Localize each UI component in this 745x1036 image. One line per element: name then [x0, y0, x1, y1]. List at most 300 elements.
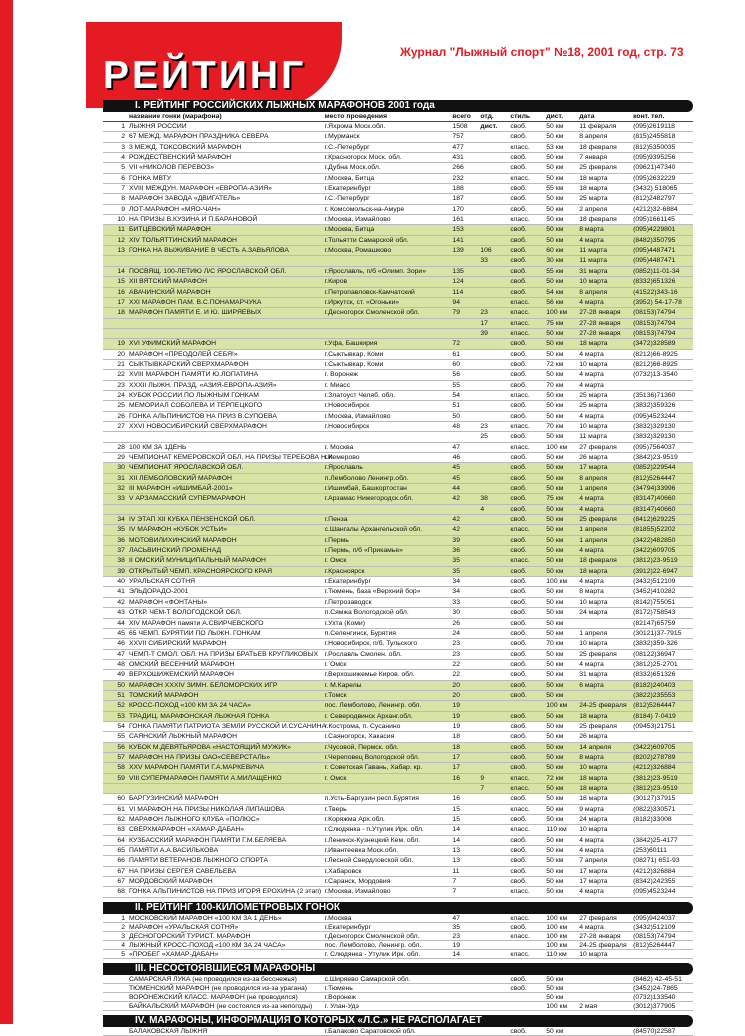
table-row	[103, 753, 693, 763]
cell-dist: 50 км	[546, 205, 564, 213]
cell-sub	[480, 484, 510, 493]
cell-sub: 9	[480, 774, 485, 782]
cell-total: 35	[452, 567, 460, 575]
cell-total: 170	[452, 205, 464, 213]
cell-name: БАЙКАЛЬСКИЙ МАРАФОН (не состоялся из-за непогоды)	[128, 1002, 313, 1010]
cell-sub: 106	[480, 247, 492, 255]
cell-num: 40	[117, 578, 125, 586]
cell-phone: (095)7564037	[633, 443, 676, 451]
cell-style: своб.	[510, 278, 527, 286]
cell-phone: (4212)326884	[633, 764, 676, 772]
cell-sub: 17	[480, 319, 488, 327]
cell-num: 63	[117, 826, 125, 834]
table-row	[103, 1027, 693, 1036]
cell-phone: (095)4229801	[633, 226, 676, 234]
cell-name: ЛЫЖНЯ РОССИИ	[128, 123, 187, 130]
cell-place: г.Кемерово	[324, 454, 360, 461]
cell-name: ГОНКА МВТУ	[128, 174, 172, 182]
cell-date: 18 марта	[579, 174, 608, 182]
cell-total: 20	[452, 691, 460, 699]
cell-num: 50	[117, 681, 125, 689]
cell-date: 18 марта	[579, 712, 608, 720]
cell-date: 10 марта	[579, 950, 608, 958]
cell-phone: (3422)609705	[633, 547, 676, 555]
cell-phone: (08122)36947	[633, 650, 676, 658]
cell-style: своб.	[510, 681, 527, 689]
cell-num: 52	[117, 702, 125, 710]
cell-total: 47	[452, 914, 460, 922]
cell-style: своб.	[510, 236, 527, 244]
cell-name: ЧЕМПИОНАТ ЯРОСЛАВСКОЙ ОБЛ.	[128, 464, 244, 472]
cell-dist: 75 км	[546, 319, 564, 327]
table-row	[103, 923, 693, 932]
section-2-title: II. РЕЙТИНГ 100-КИЛОМЕТРОВЫХ ГОНОК	[103, 902, 693, 914]
cell-style: своб.	[510, 257, 527, 265]
cell-phone: (3452)24-7865	[633, 984, 678, 992]
cell-name: КРОСС-ПОХОД «100 КМ ЗА 24 ЧАСА»	[128, 702, 251, 710]
table-row	[103, 432, 693, 442]
cell-phone: (3012)377905	[633, 1002, 676, 1010]
cell-name: VII «НИКОЛОВ ПЕРЕВОЗ»	[128, 164, 214, 172]
cell-dist: 50 км	[546, 867, 564, 875]
cell-place: г. Северодвинск Арханг.обл.	[324, 712, 413, 720]
cell-style: своб.	[510, 660, 527, 668]
cell-total: 48	[452, 422, 460, 430]
table-row	[103, 298, 693, 308]
table-row	[103, 494, 693, 504]
cell-place: г.Коряжма Арх.обл.	[324, 816, 385, 824]
cell-dist: 50 км	[546, 975, 564, 983]
cell-date: 4 марта	[579, 836, 604, 844]
table-row	[103, 360, 693, 370]
cell-total: 79	[452, 309, 460, 317]
cell-dist: 50 км	[546, 402, 564, 410]
cell-dist: 50 км	[546, 722, 564, 730]
cell-date: 8 апреля	[579, 288, 608, 296]
cell-sub	[480, 712, 510, 721]
cell-num: 2	[121, 923, 125, 931]
cell-name: ЛЫЖНЫЙ КРОСС-ПОХОД «100 КМ ЗА 24 ЧАСА»	[128, 941, 286, 949]
cell-date: 4 марта	[579, 888, 604, 896]
cell-dist: 50 км	[546, 371, 564, 379]
cell-place	[325, 505, 453, 514]
cell-style: класс.	[510, 805, 530, 813]
cell-place: с.Шангалы Архангельской обл.	[324, 526, 423, 534]
cell-total: 45	[452, 464, 460, 472]
cell-name: ТЮМЕНСКИЙ МАРАФОН (не проводился из-за урагана)	[128, 984, 307, 992]
cell-date: 27-28 января	[579, 932, 621, 940]
cell-date: 4 марта	[579, 578, 604, 586]
cell-style: своб.	[510, 984, 527, 992]
cell-num: 9	[121, 205, 125, 213]
cell-style: класс.	[510, 443, 530, 451]
cell-style: своб.	[510, 226, 527, 234]
cell-sub	[480, 463, 510, 472]
header-phone: конт. тел.	[633, 113, 665, 120]
cell-place: г. Комсомольск-на-Амуре	[324, 205, 405, 213]
section-4-title: IV. МАРАФОНЫ, ИНФОРМАЦИЯ О КОТОРЫХ «Л.С.» НЕ РАСПОЛАГАЕТ	[103, 1015, 693, 1027]
cell-phone: (8142)755051	[633, 598, 676, 606]
cell-sub	[480, 993, 510, 1001]
cell-num: 24	[117, 391, 125, 399]
cell-name: «ПРОБЕГ «ХАМАР-ДАБАН»	[128, 950, 219, 958]
cell-date: 31 марта	[579, 267, 608, 275]
cell-style: своб.	[510, 691, 527, 699]
cell-total: 15	[452, 805, 460, 813]
cell-style	[510, 941, 546, 949]
table-row	[103, 132, 693, 142]
cell-sub	[480, 143, 510, 152]
table-row	[103, 950, 693, 959]
cell-phone: (8212)66-8925	[633, 360, 678, 368]
cell-total	[452, 319, 480, 328]
cell-num: 44	[117, 619, 125, 627]
cell-num	[103, 1002, 129, 1010]
cell-phone	[633, 381, 693, 390]
cell-name: МОРДОВСКИЙ МАРАФОН	[128, 878, 213, 886]
table-row	[103, 122, 693, 132]
cell-place: г.Балаково Саратовской обл.	[324, 1027, 416, 1035]
cell-style: своб.	[510, 412, 527, 420]
cell-style: своб.	[510, 505, 527, 513]
table-row	[103, 774, 693, 784]
cell-num: 31	[117, 474, 125, 482]
cell-total: 72	[452, 340, 460, 348]
cell-dist: 50 км	[546, 588, 564, 596]
table-row	[103, 877, 693, 887]
cell-date: 4 марта	[579, 660, 604, 668]
cell-date: 18 февраля	[579, 143, 617, 151]
cell-phone: (8462) 42-45-51	[633, 975, 682, 983]
cell-style: своб.	[510, 123, 527, 130]
cell-total: 22	[452, 660, 460, 668]
cell-style: класс.	[510, 774, 530, 782]
cell-phone: (35136)71360	[633, 391, 676, 399]
cell-dist: 50 км	[546, 681, 564, 689]
cell-phone: (3472)328589	[633, 340, 676, 348]
cell-style: класс.	[510, 826, 530, 834]
cell-date: 6 марта	[579, 681, 604, 689]
cell-num: 6	[121, 174, 125, 182]
cell-total	[452, 993, 480, 1001]
cell-style: своб.	[510, 619, 527, 627]
cell-place: г.Тверь	[324, 805, 347, 813]
cell-name: МЕМОРИАЛ СОБОЛЕВА И ТЕРПЕЦКОГО	[128, 402, 263, 410]
table-row	[103, 825, 693, 835]
cell-total: 34	[452, 578, 460, 586]
table-row	[103, 914, 693, 923]
cell-place: г.Саранск, Мордовия	[324, 878, 391, 886]
cell-name: МАРАФОН «ФОНТАНЫ»	[128, 598, 208, 606]
cell-date	[579, 1027, 633, 1035]
cell-style: своб.	[510, 733, 527, 741]
table-row	[103, 856, 693, 866]
table-row	[103, 743, 693, 753]
cell-sub: 7	[480, 785, 485, 792]
cell-sub	[480, 556, 510, 565]
cell-name: БАЛАКОВСКАЯ ЛЫЖНЯ	[128, 1027, 208, 1035]
cell-style: своб.	[510, 267, 527, 275]
cell-place: г.Ярославль	[324, 464, 363, 472]
cell-style: класс.	[510, 143, 530, 151]
cell-date: 10 марта	[579, 278, 608, 286]
cell-dist: 100 км	[546, 443, 568, 451]
cell-style: класс.	[510, 174, 530, 182]
table-row	[103, 941, 693, 950]
cell-sub	[480, 836, 510, 845]
cell-dist: 50 км	[546, 216, 564, 224]
cell-num	[103, 319, 129, 328]
cell-phone: (8182)33008	[633, 816, 672, 824]
table-row	[103, 556, 693, 566]
section-3-table	[103, 975, 693, 1011]
cell-date: 27-28 января	[579, 319, 621, 327]
cell-name	[129, 505, 325, 514]
cell-dist: 50 км	[546, 195, 564, 203]
cell-num: 33	[117, 495, 125, 503]
cell-date: 8 марта	[579, 226, 604, 234]
cell-num: 34	[117, 516, 125, 524]
cell-name: ВОРОНЕЖСКИЙ КЛАСС. МАРАФОН (не проводился)	[128, 993, 298, 1001]
cell-num: 1	[121, 123, 125, 130]
table-row	[103, 577, 693, 587]
cell-dist: 50 км	[546, 505, 564, 513]
table-row	[103, 546, 693, 556]
cell-num: 51	[117, 691, 125, 699]
cell-place: г.Саяногорск, Хакасия	[324, 733, 395, 741]
cell-style	[510, 701, 546, 710]
cell-place: г.Чусовой, Пермск. обл.	[324, 743, 399, 751]
cell-name: ОТКР. ЧЕМ-Т ВОЛОГОДСКОЙ ОБЛ.	[128, 609, 242, 617]
cell-date: 1 апреля	[579, 485, 608, 493]
cell-dist: 50 км	[546, 609, 564, 617]
rating-logo: РЕЙТИНГ	[103, 54, 307, 97]
table-row	[103, 236, 693, 246]
cell-phone: (8182)240403	[633, 681, 676, 689]
header-date: дата	[579, 113, 595, 120]
cell-sub	[480, 701, 510, 710]
cell-place: пос. Лемболово, Ленингр. обл.	[324, 941, 422, 949]
cell-name: МАРАФОН XXXIV ЗИМН. БЕЛОМОРСКИХ ИГР	[128, 681, 278, 689]
cell-num: 30	[117, 464, 125, 472]
cell-phone: (3422)482850	[633, 536, 676, 544]
cell-total: 20	[452, 681, 460, 689]
cell-num	[103, 505, 129, 514]
table-row	[103, 370, 693, 380]
cell-total: 16	[452, 774, 460, 782]
section-2-table	[103, 914, 693, 959]
cell-total: 11	[452, 867, 460, 875]
cell-num	[103, 784, 129, 793]
table-row	[103, 836, 693, 846]
cell-dist: 50 км	[546, 464, 564, 472]
cell-dist: 50 км	[546, 629, 564, 637]
cell-name: ЧЕМП-Т СМОЛ. ОБЛ. НА ПРИЗЫ БРАТЬЕВ КРУГЛИКОВЫХ	[128, 650, 319, 658]
cell-num: 60	[117, 795, 125, 803]
cell-sub	[480, 163, 510, 172]
cell-place: г.Десногорск Смоленской обл.	[324, 309, 420, 317]
cell-sub	[480, 753, 510, 762]
cell-num: 42	[117, 598, 125, 606]
cell-sub	[480, 267, 510, 276]
cell-phone: (095)2632229	[633, 174, 676, 182]
cell-name: МАРАФОН НА ПРИЗЫ ОАО«СЕВЕРСТАЛЬ»	[128, 753, 270, 761]
cell-dist: 50 км	[546, 516, 564, 524]
cell-phone: (09453)21751	[633, 722, 676, 730]
cell-date: 17 марта	[579, 867, 608, 875]
cell-style: класс.	[510, 391, 530, 399]
cell-total: 477	[452, 143, 464, 151]
cell-total: 35	[452, 557, 460, 565]
cell-style: своб.	[510, 816, 527, 824]
cell-sub	[480, 194, 510, 203]
cell-phone: (3812)25-2701	[633, 660, 678, 668]
cell-phone: (09621)47340	[633, 164, 676, 172]
cell-total: 56	[452, 371, 460, 379]
cell-sub	[480, 122, 510, 131]
cell-sub	[480, 288, 510, 297]
cell-date: 4 марта	[579, 847, 604, 855]
table-row	[103, 701, 693, 711]
cell-num: 46	[117, 640, 125, 648]
cell-style: своб.	[510, 923, 527, 931]
cell-num: 15	[117, 278, 125, 286]
cell-style: класс.	[510, 785, 530, 792]
cell-dist: 50 км	[546, 526, 564, 534]
rating-tables	[103, 100, 693, 1036]
cell-style: класс.	[510, 319, 530, 327]
cell-style: своб.	[510, 640, 527, 648]
cell-date: 9 марта	[579, 805, 604, 813]
cell-name: ТРАДИЦ. МАРАФОНСКАЯ ЛЫЖНАЯ ГОНКА	[128, 712, 270, 720]
cell-total: 431	[452, 154, 464, 162]
cell-dist: 70 км	[546, 640, 564, 648]
cell-place: г.Верхошижемье Киров. обл.	[324, 671, 415, 679]
cell-style	[510, 1002, 546, 1010]
cell-num: 35	[117, 526, 125, 534]
cell-name: V АРЗАМАССКИЙ СУПЕРМАРАФОН	[128, 495, 246, 503]
section-1-title: I. РЕЙТИНГ РОССИЙСКИХ ЛЫЖНЫХ МАРАФОНОВ 2001 года	[103, 100, 693, 112]
cell-dist: 100 км	[546, 932, 568, 940]
cell-num: 48	[117, 660, 125, 668]
cell-total: 19	[452, 712, 460, 720]
cell-sub	[480, 515, 510, 524]
cell-name: XVIII МЕЖДУН. МАРАФОН «ЕВРОПА-АЗИЯ»	[128, 185, 272, 193]
table-row	[103, 412, 693, 422]
cell-dist: 50 км	[546, 805, 564, 813]
cell-total: 15	[452, 816, 460, 824]
cell-total: 135	[452, 267, 464, 275]
table-row	[103, 484, 693, 494]
cell-name: XXV МАРАФОН ПАМЯТИ Г.А.МАРКЕВИЧА	[128, 764, 265, 772]
cell-sub	[480, 132, 510, 141]
cell-name: КУБОК М.ДЕВЯТЬЯРОВА «НАСТОЯЩИЙ МУЖИК»	[128, 743, 291, 751]
table-row	[103, 598, 693, 608]
cell-sub: 4	[480, 505, 485, 513]
cell-num: 65	[117, 847, 125, 855]
cell-place: г.Томск	[324, 691, 347, 699]
cell-dist: 100 км	[546, 1002, 568, 1010]
cell-sub	[480, 598, 510, 607]
cell-dist: 50 км	[546, 154, 564, 162]
cell-style: своб.	[510, 609, 527, 617]
cell-num: 20	[117, 350, 125, 358]
cell-num: 55	[117, 733, 125, 741]
cell-place: г.С.-Петербург	[324, 143, 370, 151]
cell-name: XIV МАРАФОН памяти А.СВИРЧЕВСКОГО	[128, 619, 264, 627]
cell-dist: 50 км	[546, 795, 564, 803]
cell-total: 153	[452, 226, 464, 234]
cell-phone: (8332)651326	[633, 671, 676, 679]
cell-dist: 55 км	[546, 267, 564, 275]
cell-name: КУБОК РОССИИ ПО ЛЫЖНЫМ ГОНКАМ	[128, 391, 259, 399]
cell-num: 37	[117, 547, 125, 555]
table-row	[103, 670, 693, 680]
cell-dist: 75 км	[546, 495, 564, 503]
cell-place: г.Слюдянка - п.Утулик Ирк. обл.	[324, 826, 424, 834]
cell-num: 28	[117, 443, 125, 451]
cell-sub	[480, 629, 510, 638]
cell-name	[129, 329, 325, 338]
cell-sub	[480, 215, 510, 224]
cell-num	[103, 329, 129, 338]
cell-name: МОСКОВСКИЙ МАРАФОН «100 КМ ЗА 1 ДЕНЬ»	[128, 914, 282, 922]
cell-date: 25 марта	[579, 402, 608, 410]
cell-name: МОТОВИЛИХИНСКИЙ МАРАФОН	[128, 536, 237, 544]
cell-dist: 50 км	[546, 123, 564, 130]
section-4-table	[103, 1027, 693, 1036]
cell-style: своб.	[510, 836, 527, 844]
cell-sub	[480, 941, 510, 949]
cell-phone: (81855)52202	[633, 526, 676, 534]
table-row	[103, 681, 693, 691]
cell-style: своб.	[510, 164, 527, 172]
cell-total: 23	[452, 932, 460, 940]
cell-dist: 50 км	[546, 226, 564, 234]
cell-style: своб.	[510, 433, 527, 441]
cell-total: 22	[452, 671, 460, 679]
cell-num: 56	[117, 743, 125, 751]
cell-place: г.Воронеж	[324, 993, 357, 1001]
cell-date: 25 февраля	[579, 650, 617, 658]
cell-dist: 50 км	[546, 412, 564, 420]
cell-total	[452, 329, 480, 338]
cell-sub	[480, 681, 510, 690]
cell-dist: 100 км	[546, 702, 568, 710]
cell-num: 10	[117, 216, 125, 224]
cell-total: 141	[452, 236, 464, 244]
cell-name: САЯНСКИЙ ЛЫЖНЫЙ МАРАФОН	[128, 733, 238, 741]
cell-name: ОМСКИЙ ВЕСЕННИЙ МАРАФОН	[128, 660, 235, 668]
cell-sub	[480, 174, 510, 183]
cell-phone: (30127)37915	[633, 795, 676, 803]
cell-place: г.Новосибирск	[324, 402, 370, 410]
cell-style: класс.	[510, 329, 530, 337]
cell-date: 18 февраля	[579, 216, 617, 224]
cell-date: 25 февраля	[579, 516, 617, 524]
cell-name: ГОНКА АЛЬПИНИСТОВ НА ПРИЗ ИГОРЯ ЕРОХИНА (2 этап)	[128, 888, 322, 896]
cell-dist: 54 км	[546, 288, 564, 296]
cell-date: 18 марта	[579, 340, 608, 348]
cell-phone: (8212)66-8925	[633, 350, 678, 358]
cell-sub	[480, 743, 510, 752]
cell-sub	[480, 846, 510, 855]
cell-style	[510, 993, 546, 1001]
cell-sub	[481, 722, 511, 731]
cell-dist: 50 км	[546, 433, 564, 441]
cell-style: класс.	[510, 216, 530, 224]
table-row	[103, 794, 693, 804]
